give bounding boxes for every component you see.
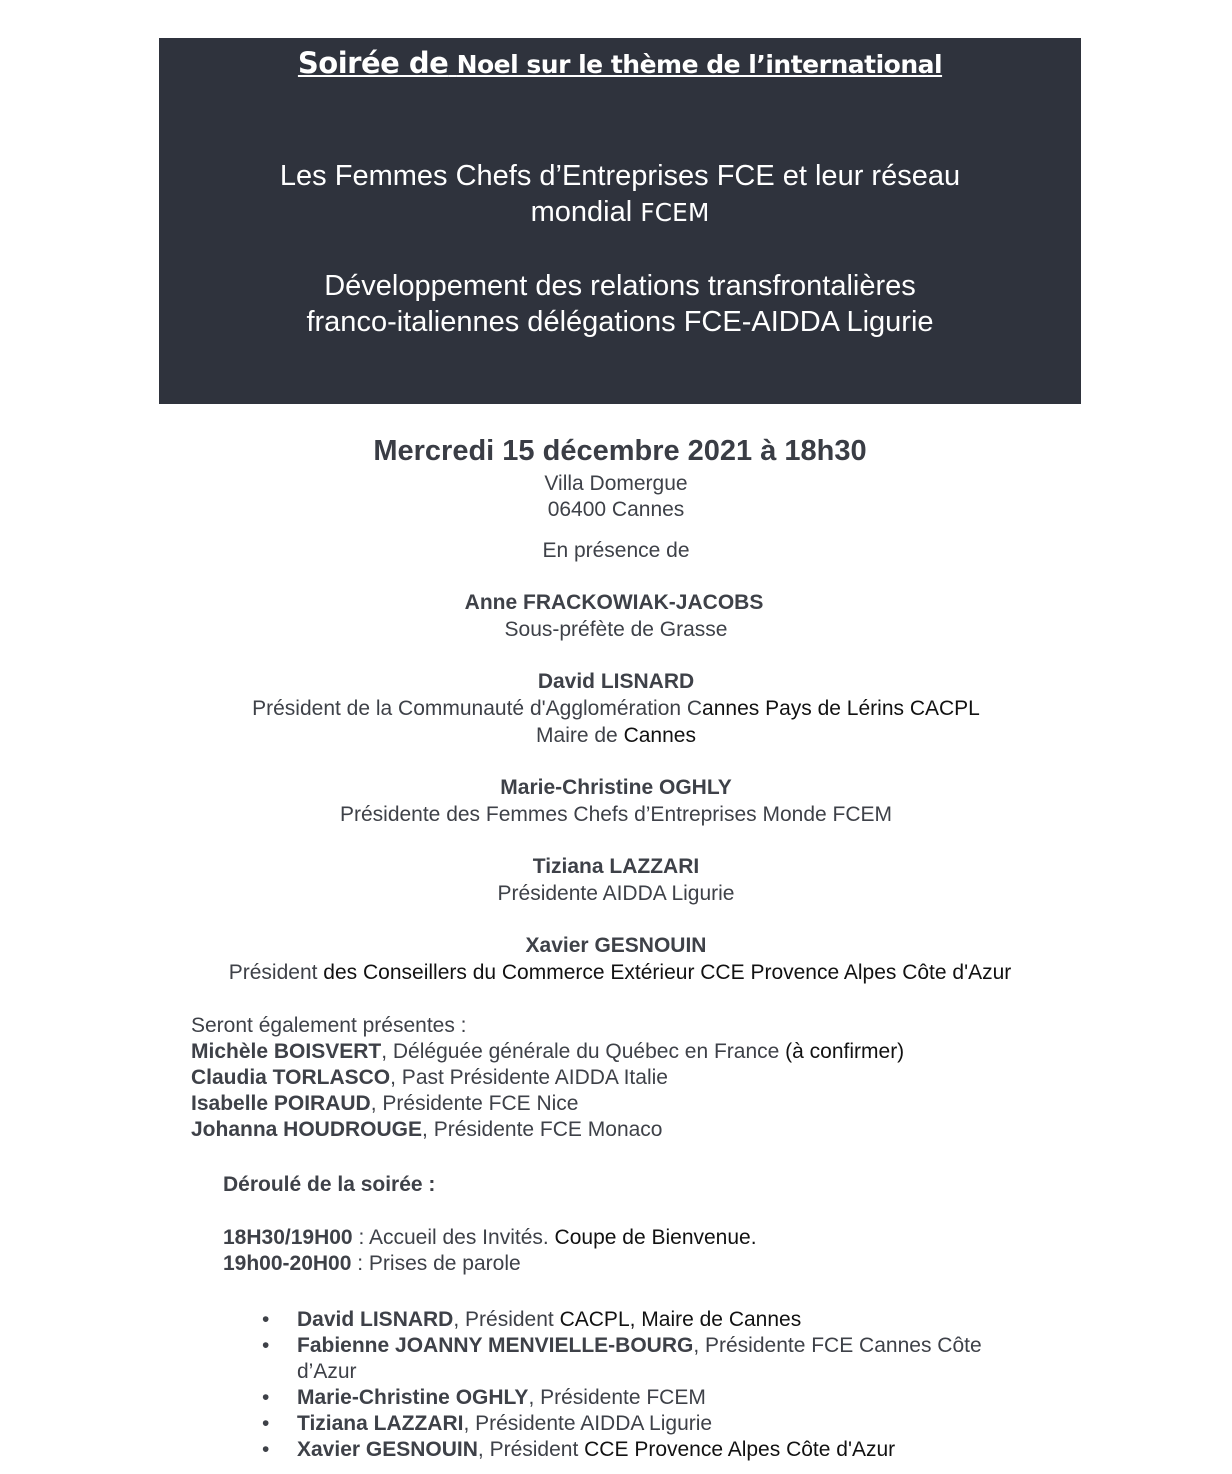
speaker-role: , Président: [477, 1438, 585, 1461]
bullet-icon: •: [262, 1386, 270, 1409]
guest-role-part-b: annes Pays de Lérins CACPL: [702, 697, 980, 720]
guest-first-name: Tiziana: [532, 855, 604, 878]
bullet-icon: •: [262, 1334, 270, 1357]
person-name: Michèle BOISVERT: [191, 1040, 382, 1063]
guest-role: [4, 960, 1232, 986]
speaker-name: Fabienne JOANNY MENVIELLE-BOURG: [297, 1334, 694, 1357]
speaker-role: , Présidente FCE Cannes Côte d’Azur: [297, 1334, 982, 1383]
slot-time: 19h00-20H00: [223, 1252, 352, 1275]
speaker-role: , Présidente AIDDA Ligurie: [463, 1412, 713, 1435]
speaker-role-extra: CACPL, Maire de Cannes: [559, 1308, 802, 1331]
person-role: , Past Présidente AIDDA Italie: [390, 1066, 668, 1089]
guest-role2-part-b: Cannes: [623, 724, 696, 747]
header-line-2a: mondial: [530, 196, 633, 228]
event-venue: Villa Domergue: [544, 472, 688, 495]
person-role: , Présidente FCE Monaco: [422, 1118, 663, 1141]
speaker-role: , Président: [453, 1308, 560, 1331]
program-slot: [223, 1251, 757, 1277]
also-present-item: [191, 1039, 904, 1065]
guest-name: [0, 775, 1232, 801]
guest-last-name: LISNARD: [600, 670, 695, 693]
also-present-intro: Seront également présentes :: [191, 1014, 467, 1037]
speaker-name: David LISNARD: [297, 1308, 454, 1331]
event-title: [159, 46, 1081, 80]
speaker-name: Xavier GESNOUIN: [297, 1438, 478, 1461]
guest-role: Présidente AIDDA Ligurie: [497, 882, 735, 905]
header-line-1: Les Femmes Chefs d’Entreprises FCE et leur réseau: [279, 160, 961, 192]
also-present-item: [191, 1117, 904, 1143]
speaker-role-extra: CCE Provence Alpes Côte d'Azur: [584, 1438, 896, 1461]
guest-name: [0, 933, 1232, 959]
guest-name: [0, 669, 1232, 695]
list-item: [262, 1437, 1022, 1463]
header-line-2b: FCEM: [640, 198, 710, 227]
guest-last-name: FRACKOWIAK-JACOBS: [523, 591, 764, 614]
event-date: Mercredi 15 décembre 2021 à 18h30: [373, 435, 867, 467]
guest-role-part-a: Président de la Communauté d'Agglomération C: [252, 697, 703, 720]
speaker-name: Tiziana LAZZARI: [297, 1412, 464, 1435]
guest-role: [0, 696, 1232, 722]
guest-last-name: OGHLY: [658, 776, 732, 799]
header-line-4: franco-italiennes délégations FCE-AIDDA Ligurie: [306, 306, 934, 338]
presence-intro: En présence de: [542, 539, 690, 562]
guest-first-name: Xavier: [525, 934, 589, 957]
bullet-icon: •: [262, 1412, 270, 1435]
speaker-role: , Présidente FCEM: [528, 1386, 706, 1409]
also-present-item: [191, 1091, 904, 1117]
event-title-part2: Noel sur le thème de l’international: [456, 50, 943, 79]
person-name: Isabelle POIRAUD: [191, 1092, 371, 1115]
guest-role: Présidente des Femmes Chefs d’Entreprises Monde FCEM: [339, 803, 893, 826]
person-name: Claudia TORLASCO: [191, 1066, 391, 1089]
list-item: [262, 1307, 1022, 1333]
event-city: 06400 Cannes: [547, 498, 685, 521]
list-item: [262, 1385, 1022, 1411]
list-item: [262, 1333, 1022, 1385]
header-line-2: [159, 194, 1081, 231]
guest-last-name: GESNOUIN: [594, 934, 707, 957]
also-present-section: [191, 1013, 904, 1143]
bullet-icon: •: [262, 1438, 270, 1461]
program-slots: [223, 1225, 757, 1277]
bullet-icon: •: [262, 1308, 270, 1331]
person-role: , Déléguée générale du Québec en France: [381, 1040, 780, 1063]
also-present-item: [191, 1065, 904, 1091]
person-role: , Présidente FCE Nice: [370, 1092, 579, 1115]
list-item: [262, 1411, 1022, 1437]
speaker-name: Marie-Christine OGHLY: [297, 1386, 529, 1409]
guest-first-name: Marie-Christine: [500, 776, 654, 799]
person-name: Johanna HOUDROUGE: [191, 1118, 423, 1141]
guest-role-secondary: [0, 723, 1232, 749]
guest-role: Sous-préfète de Grasse: [504, 618, 728, 641]
event-header-banner: [159, 38, 1081, 404]
event-title-part1: Soirée de: [297, 46, 449, 80]
guest-role-part-a: Président: [228, 961, 318, 984]
guest-first-name: David: [537, 670, 595, 693]
guest-name: [0, 854, 1232, 880]
program-heading: Déroulé de la soirée :: [223, 1173, 436, 1196]
speakers-list: [262, 1307, 1022, 1463]
guest-role2-part-a: Maire de: [536, 724, 618, 747]
person-note: (à confirmer): [779, 1040, 905, 1063]
slot-desc: : Prises de parole: [351, 1252, 521, 1275]
guest-first-name: Anne: [464, 591, 518, 614]
slot-time: 18H30/19H00: [223, 1226, 353, 1249]
guest-name: [0, 590, 1230, 616]
header-line-3: Développement des relations transfrontalières: [324, 270, 916, 302]
guest-last-name: LAZZARI: [609, 855, 700, 878]
guest-role-part-b: des Conseillers du Commerce Extérieur CCE Provence Alpes Côte d'Azur: [323, 961, 1012, 984]
slot-desc: : Accueil des Invités.: [352, 1226, 549, 1249]
program-slot: [223, 1225, 757, 1251]
slot-desc-extra: Coupe de Bienvenue.: [548, 1226, 757, 1249]
